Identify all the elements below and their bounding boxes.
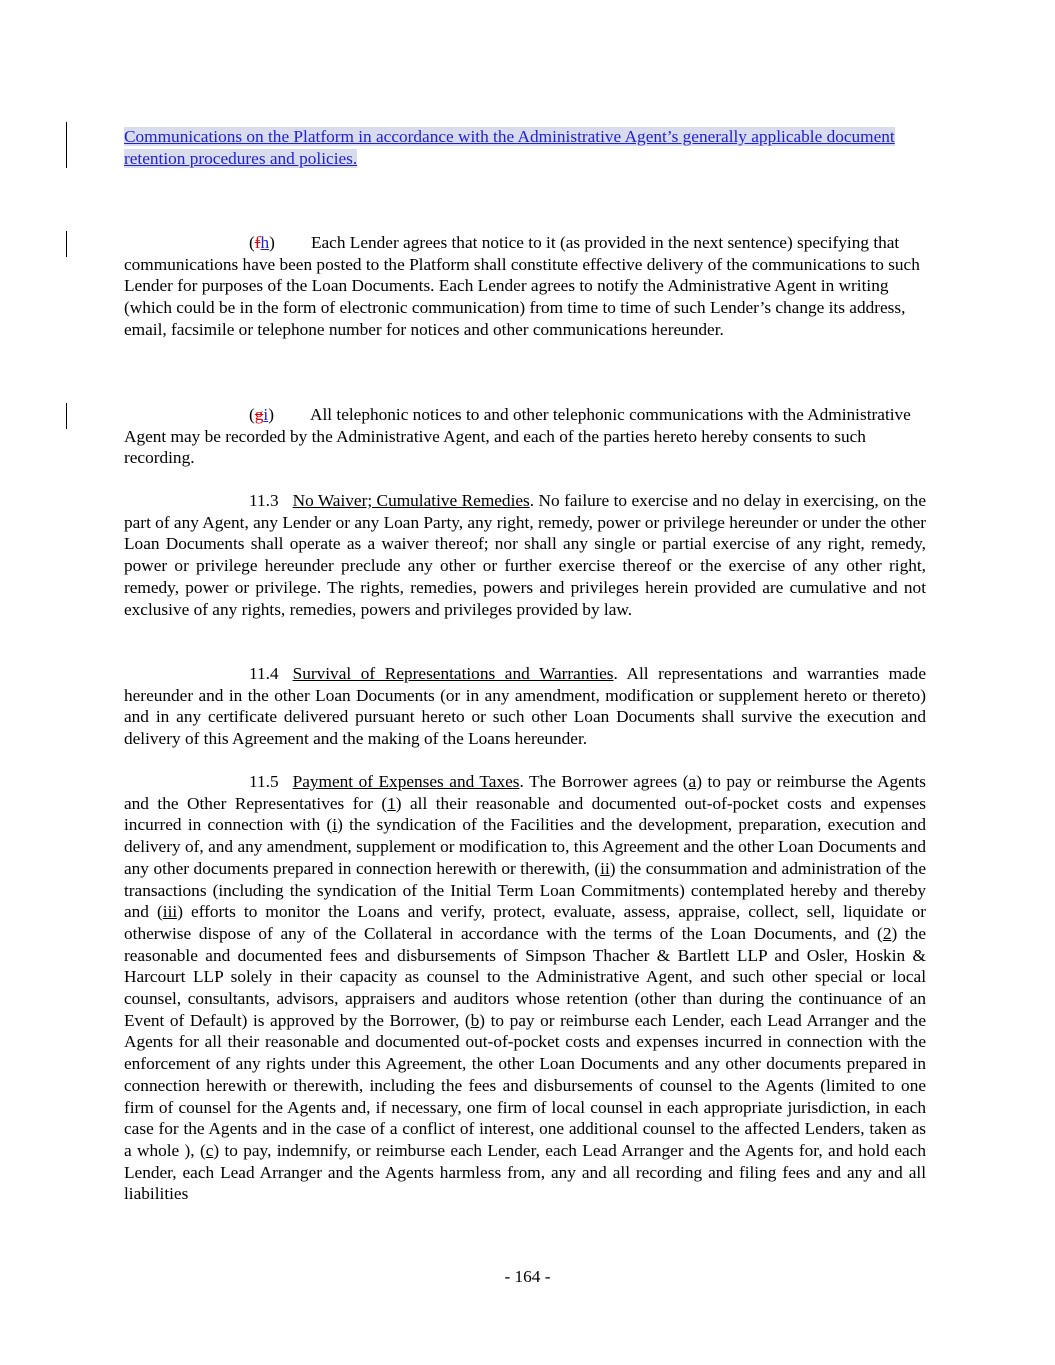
paragraph-h [124, 232, 926, 341]
section-text: ) to pay, indemnify, or reimburse each Lender, each Lead Arranger and the Agents for, and hold each Lender, each Lead Arranger and the Agents harmless from, any and all recording and filing fees and any and all liabilities [124, 1140, 926, 1204]
inserted-text: Communications on the Platform in accordance with the Administrative Agent’s generally applicable document retention procedures and policies. [124, 127, 895, 168]
section-text: . All representations and warranties made hereunder and in the other Loan Documents (or in any amendment, modification or supplement hereto or thereto) and in any certificate delivered pursuant hereto or such other Loan Documents shall survive the execution and delivery of this Agreement and the making of the Loans hereunder. [124, 664, 926, 749]
section-text: ) the syndication of the Facilities and the development, preparation, execution and delivery of, and any amendment, supplement or modification to, this Agreement and the other Loan Documents and any other documents prepared in connection herewith or therewith, ( [124, 815, 926, 878]
section-11-4 [124, 663, 926, 750]
page-number: - 164 - [504, 1267, 551, 1286]
change-bar [66, 231, 67, 257]
clause-label: a [688, 772, 697, 791]
clause-label: 2 [882, 923, 892, 943]
inserted-paragraph [124, 126, 926, 169]
clause-label: ii [600, 858, 610, 878]
paragraph-i-text: All telephonic notices to and other telephonic communications with the Administrative Agent may be recorded by the Administrative Agent, and each of the parties hereto hereby consents to such recording. [124, 405, 911, 468]
inserted-letter: h [260, 233, 270, 252]
paren-close: ) [269, 233, 275, 252]
section-11-5 [124, 771, 926, 1205]
paren-open: ( [249, 405, 255, 424]
section-text: ) to pay or reimburse the Agents and the Other Representatives for ( [124, 772, 927, 813]
clause-label: i [332, 815, 338, 835]
section-text: ) the consummation and administration of the transactions (including the syndication of the Initial Term Loan Commitments) contemplated hereby and thereby and ( [124, 858, 926, 922]
clause-label: iii [162, 902, 178, 922]
section-number: 11.5 [249, 772, 279, 791]
section-text: ) all their reasonable and documented out-of-pocket costs and expenses incurred in connection with ( [124, 793, 927, 835]
section-heading: No Waiver; Cumulative Remedies [292, 491, 530, 510]
section-text: . No failure to exercise and no delay in exercising, on the part of any Agent, any Lender or any Loan Party, any right, remedy, power or privilege hereunder or under the other Loan Documents shall operate as a waiver thereof; nor shall any single or partial exercise of any right, remedy, power or privilege hereunder preclude any other or further exercise thereof or the exercise of any other right, remedy, power or privilege. The rights, remedies, powers and privileges herein provided are cumulative and not exclusive of any rights, remedies, powers and privileges provided by law. [124, 491, 927, 619]
paragraph-i [124, 404, 926, 469]
section-text: . The Borrower agrees ( [519, 772, 689, 791]
section-text: ) to pay or reimburse each Lender, each Lead Arranger and the Agents for all their reasonable and documented out-of-pocket costs and expenses incurred in connection with the enforcement of any rights under this Agreement, the other Loan Documents and any other documents prepared in connection herewith or therewith, including the fees and disbursements of counsel to the Agents (limited to one firm of counsel for the Agents and, if necessary, one firm of local counsel in each appropriate jurisdiction, in each case for the Agents and in the case of a conflict of interest, one additional counsel to the affected Lenders, taken as a whole ), ( [124, 1010, 926, 1160]
section-heading: Survival of Representations and Warranties [292, 664, 614, 683]
clause-label: 1 [387, 793, 396, 813]
deleted-letter: g [254, 405, 264, 424]
deleted-letter: f [254, 233, 261, 252]
section-number: 11.3 [249, 491, 279, 510]
inserted-letter: i [263, 405, 269, 424]
paragraph-h-text: Each Lender agrees that notice to it (as provided in the next sentence) specifying that communications have been posted to the Platform shall constitute effective delivery of the communications to such Lender for purposes of the Loan Documents. Each Lender agrees to notify the Administrative Agent in writing (which could be in the form of electronic communication) from time to time of such Lender’s change its address, email, facsimile or telephone number for notices and other communications hereunder. [124, 233, 920, 339]
section-number: 11.4 [249, 664, 279, 683]
clause-label: b [470, 1010, 480, 1030]
clause-label: c [205, 1140, 214, 1160]
change-bar [66, 403, 67, 429]
paren-close: ) [268, 405, 274, 424]
section-heading: Payment of Expenses and Taxes [292, 772, 520, 791]
section-text: ) the reasonable and documented fees and disbursements of Simpson Thacher & Bartlett LLP and Osler, Hoskin & Harcourt LLP solely in their capacity as counsel to the Administrative Agent, and such other special or local counsel, consultants, advisors, appraisers and auditors whose retention (other than during the continuance of an Event of Default) is approved by the Borrower, ( [124, 923, 927, 1030]
paren-open: ( [249, 233, 255, 252]
section-text: ) efforts to monitor the Loans and verify, protect, evaluate, assess, appraise, collect, sell, liquidate or otherwise dispose of any of the Collateral in accordance with the terms of the Loan Documents, and ( [124, 902, 927, 943]
section-11-3 [124, 490, 926, 620]
change-bar [66, 122, 67, 168]
